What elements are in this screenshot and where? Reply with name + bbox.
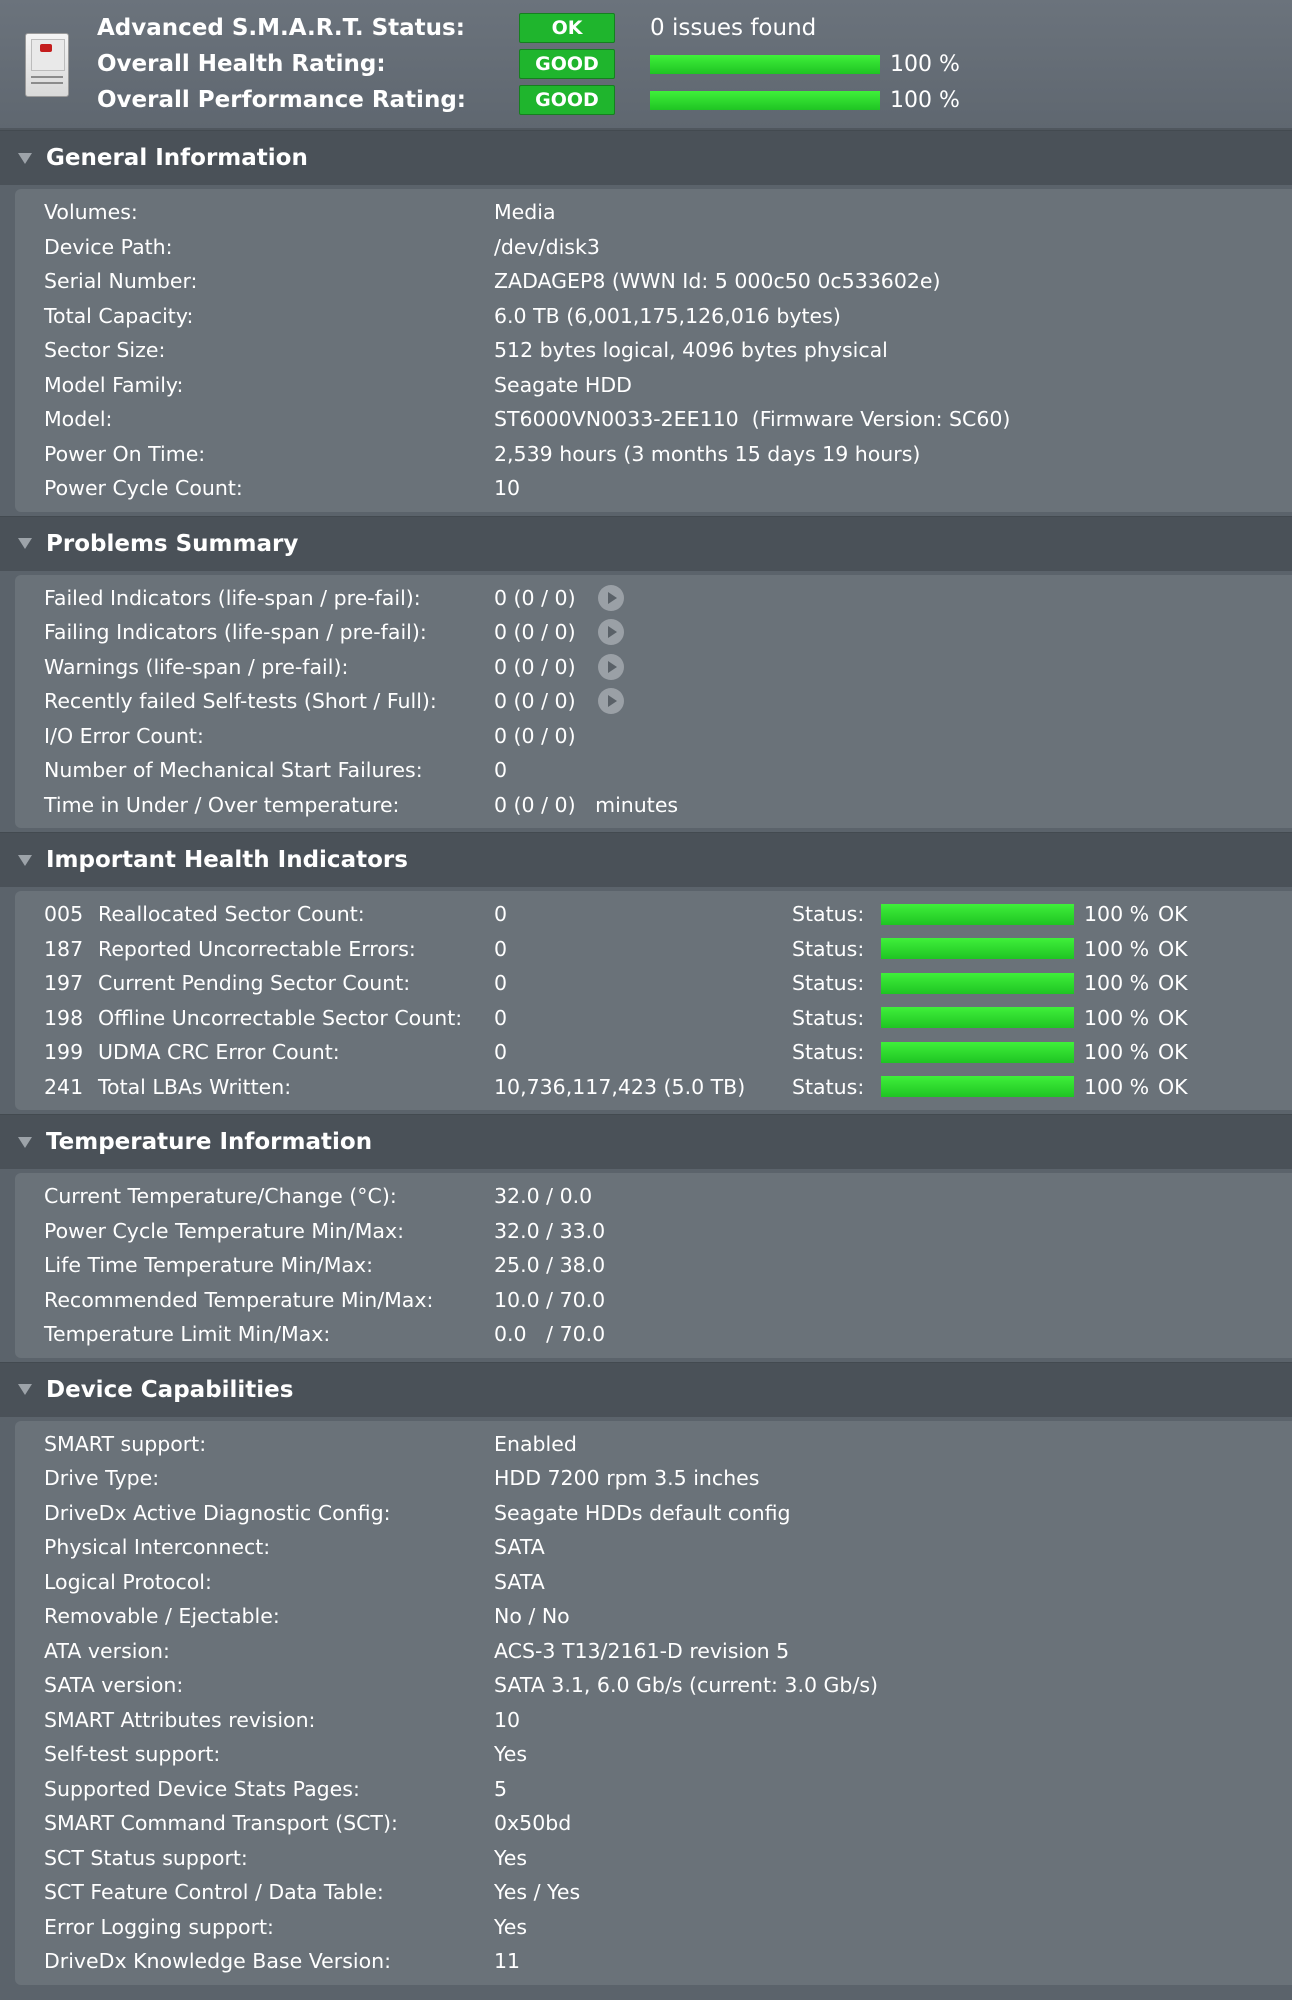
problem-key: Failing Indicators (life-span / pre-fail): — [44, 620, 427, 645]
attribute-name: Reported Uncorrectable Errors: — [98, 936, 416, 961]
attribute-value: 0 — [494, 971, 508, 996]
info-row — [15, 402, 1292, 437]
attribute-name: UDMA CRC Error Count: — [98, 1040, 340, 1065]
capability-value: 11 — [494, 1949, 521, 1974]
details-arrow-icon[interactable] — [598, 619, 624, 645]
health-indicator-row — [15, 966, 1292, 1001]
capability-key: Physical Interconnect: — [44, 1535, 271, 1560]
info-key: Device Path: — [44, 234, 173, 259]
temperature-value: 32.0 / 33.0 — [494, 1218, 606, 1243]
capability-row — [15, 1565, 1292, 1600]
capability-value: Yes / Yes — [494, 1880, 581, 1905]
info-value: 6.0 TB (6,001,175,126,016 bytes) — [494, 303, 841, 328]
section-title: Important Health Indicators — [46, 847, 408, 873]
capability-value: ACS-3 T13/2161-D revision 5 — [494, 1638, 790, 1663]
capability-value: 0x50bd — [494, 1811, 572, 1836]
temperature-key: Power Cycle Temperature Min/Max: — [44, 1218, 404, 1243]
attribute-name: Current Pending Sector Count: — [98, 971, 411, 996]
capability-key: SMART Attributes revision: — [44, 1707, 316, 1732]
capability-value: Yes — [494, 1914, 528, 1939]
info-value: 512 bytes logical, 4096 bytes physical — [494, 338, 888, 363]
info-key: Volumes: — [44, 200, 138, 225]
info-key: Model: — [44, 407, 113, 432]
disclosure-triangle-icon[interactable] — [18, 153, 32, 164]
status-label: Status: — [792, 1040, 865, 1065]
capability-value: HDD 7200 rpm 3.5 inches — [494, 1466, 760, 1491]
capability-row — [15, 1703, 1292, 1738]
status-state: OK — [1158, 1040, 1188, 1065]
health-rating-bar-fill — [650, 55, 880, 74]
health-indicator-row — [15, 1070, 1292, 1105]
attribute-value: 0 — [494, 902, 508, 927]
info-value: 2,539 hours (3 months 15 days 19 hours) — [494, 441, 921, 466]
info-value: Media — [494, 200, 556, 225]
temperature-value: 10.0 / 70.0 — [494, 1287, 606, 1312]
capability-row — [15, 1496, 1292, 1531]
attribute-id: 187 — [44, 936, 84, 961]
section-header-general[interactable] — [0, 130, 1292, 185]
temperature-key: Current Temperature/Change (°C): — [44, 1184, 397, 1209]
status-label: Status: — [792, 1005, 865, 1030]
section-title: General Information — [46, 145, 308, 171]
problem-key: Number of Mechanical Start Failures: — [44, 758, 423, 783]
status-bar — [881, 938, 1074, 959]
problem-row — [15, 615, 1292, 650]
problem-value: 0 (0 / 0) — [494, 723, 576, 748]
capability-value: SATA 3.1, 6.0 Gb/s (current: 3.0 Gb/s) — [494, 1673, 879, 1698]
capability-value: 10 — [494, 1707, 521, 1732]
temperature-key: Recommended Temperature Min/Max: — [44, 1287, 434, 1312]
status-bar-fill — [881, 904, 1074, 925]
health-indicator-row — [15, 932, 1292, 967]
status-bar — [881, 973, 1074, 994]
capability-key: SATA version: — [44, 1673, 184, 1698]
capability-value: Enabled — [494, 1431, 577, 1456]
info-row — [15, 437, 1292, 472]
attribute-id: 199 — [44, 1040, 84, 1065]
disclosure-triangle-icon[interactable] — [18, 1384, 32, 1395]
temperature-key: Life Time Temperature Min/Max: — [44, 1253, 374, 1278]
info-row — [15, 264, 1292, 299]
capability-key: Error Logging support: — [44, 1914, 274, 1939]
capability-row — [15, 1875, 1292, 1910]
status-bar-fill — [881, 1042, 1074, 1063]
smart-status-row — [97, 10, 816, 46]
section-title: Problems Summary — [46, 530, 299, 557]
health-indicator-row — [15, 1001, 1292, 1036]
temperature-value: 25.0 / 38.0 — [494, 1253, 606, 1278]
temperature-row — [15, 1317, 1292, 1352]
capability-key: Removable / Ejectable: — [44, 1604, 280, 1629]
attribute-id: 241 — [44, 1074, 84, 1099]
problem-row — [15, 581, 1292, 616]
capability-value: SATA — [494, 1535, 545, 1560]
capability-row — [15, 1772, 1292, 1807]
performance-rating-bar — [650, 91, 880, 110]
info-row — [15, 230, 1292, 265]
info-key: Power Cycle Count: — [44, 476, 243, 501]
info-value: /dev/disk3 — [494, 234, 600, 259]
problem-value: 0 (0 / 0) — [494, 620, 576, 645]
status-label: Status: — [792, 1074, 865, 1099]
capability-row — [15, 1841, 1292, 1876]
info-value: ZADAGEP8 (WWN Id: 5 000c50 0c533602e) — [494, 269, 941, 294]
info-value: Seagate HDD — [494, 372, 632, 397]
status-bar — [881, 904, 1074, 925]
capability-key: DriveDx Knowledge Base Version: — [44, 1949, 392, 1974]
capability-key: ATA version: — [44, 1638, 170, 1663]
capability-key: Logical Protocol: — [44, 1569, 212, 1594]
problem-value: 0 (0 / 0) — [494, 585, 576, 610]
section-header-capabilities[interactable] — [0, 1362, 1292, 1417]
info-row — [15, 333, 1292, 368]
health-rating-percent: 100 % — [890, 51, 960, 77]
disclosure-triangle-icon[interactable] — [18, 538, 32, 549]
status-percent: 100 % — [1084, 1074, 1150, 1099]
temperature-row — [15, 1283, 1292, 1318]
status-percent: 100 % — [1084, 971, 1150, 996]
attribute-value: 10,736,117,423 (5.0 TB) — [494, 1074, 746, 1099]
problem-value: 0 — [494, 758, 508, 783]
smart-status-badge: OK — [519, 13, 615, 43]
health-indicators-panel — [15, 891, 1292, 1110]
temperature-row — [15, 1214, 1292, 1249]
capability-row — [15, 1806, 1292, 1841]
capability-row — [15, 1427, 1292, 1462]
status-state: OK — [1158, 936, 1188, 961]
problem-value: 0 (0 / 0) minutes — [494, 792, 679, 817]
capability-value: SATA — [494, 1569, 545, 1594]
status-percent: 100 % — [1084, 936, 1150, 961]
info-row — [15, 195, 1292, 230]
capability-value: 5 — [494, 1776, 508, 1801]
performance-rating-row — [97, 82, 960, 118]
disclosure-triangle-icon[interactable] — [18, 855, 32, 866]
details-arrow-icon[interactable] — [598, 688, 624, 714]
health-rating-label: Overall Health Rating: — [97, 51, 386, 77]
performance-rating-bar-fill — [650, 91, 880, 110]
general-info-panel — [15, 189, 1292, 512]
problem-key: Recently failed Self-tests (Short / Full): — [44, 689, 437, 714]
status-bar — [881, 1042, 1074, 1063]
info-row — [15, 368, 1292, 403]
status-state: OK — [1158, 971, 1188, 996]
performance-rating-percent: 100 % — [890, 87, 960, 113]
status-bar-fill — [881, 938, 1074, 959]
capability-row — [15, 1910, 1292, 1945]
info-key: Model Family: — [44, 372, 184, 397]
health-rating-badge: GOOD — [519, 49, 615, 79]
temperature-row — [15, 1248, 1292, 1283]
attribute-value: 0 — [494, 1005, 508, 1030]
capability-value: Yes — [494, 1845, 528, 1870]
problem-value: 0 (0 / 0) — [494, 689, 576, 714]
status-bar-fill — [881, 1076, 1074, 1097]
status-label: Status: — [792, 902, 865, 927]
performance-rating-badge: GOOD — [519, 85, 615, 115]
attribute-name: Offline Uncorrectable Sector Count: — [98, 1005, 463, 1030]
status-label: Status: — [792, 971, 865, 996]
status-bar — [881, 1007, 1074, 1028]
problem-row — [15, 650, 1292, 685]
status-header — [0, 0, 1292, 130]
info-value: 10 — [494, 476, 521, 501]
health-indicator-row — [15, 1035, 1292, 1070]
capability-row — [15, 1737, 1292, 1772]
status-state: OK — [1158, 902, 1188, 927]
problem-value: 0 (0 / 0) — [494, 654, 576, 679]
status-bar-fill — [881, 973, 1074, 994]
status-bar-fill — [881, 1007, 1074, 1028]
details-arrow-icon[interactable] — [598, 585, 624, 611]
disclosure-triangle-icon[interactable] — [18, 1137, 32, 1148]
capabilities-panel — [15, 1421, 1292, 1985]
problems-summary-panel — [15, 575, 1292, 829]
capability-value: Yes — [494, 1742, 528, 1767]
status-label: Status: — [792, 936, 865, 961]
capability-row — [15, 1599, 1292, 1634]
attribute-id: 198 — [44, 1005, 84, 1030]
attribute-name: Reallocated Sector Count: — [98, 902, 365, 927]
temperature-row — [15, 1179, 1292, 1214]
temperature-value: 32.0 / 0.0 — [494, 1184, 593, 1209]
capability-value: Seagate HDDs default config — [494, 1500, 791, 1525]
problem-key: Warnings (life-span / pre-fail): — [44, 654, 349, 679]
status-state: OK — [1158, 1074, 1188, 1099]
problem-key: Failed Indicators (life-span / pre-fail): — [44, 585, 421, 610]
capability-key: SCT Feature Control / Data Table: — [44, 1880, 384, 1905]
status-percent: 100 % — [1084, 1005, 1150, 1030]
problem-key: I/O Error Count: — [44, 723, 204, 748]
status-percent: 100 % — [1084, 902, 1150, 927]
problem-row — [15, 788, 1292, 823]
capability-key: DriveDx Active Diagnostic Config: — [44, 1500, 391, 1525]
capability-row — [15, 1944, 1292, 1979]
attribute-value: 0 — [494, 1040, 508, 1065]
info-key: Power On Time: — [44, 441, 206, 466]
info-key: Sector Size: — [44, 338, 166, 363]
temperature-value: 0.0 / 70.0 — [494, 1322, 606, 1347]
temperature-panel — [15, 1173, 1292, 1358]
attribute-id: 005 — [44, 902, 84, 927]
info-key: Total Capacity: — [44, 303, 194, 328]
attribute-name: Total LBAs Written: — [98, 1074, 292, 1099]
capability-key: SMART Command Transport (SCT): — [44, 1811, 398, 1836]
capability-row — [15, 1530, 1292, 1565]
details-arrow-icon[interactable] — [598, 654, 624, 680]
performance-rating-label: Overall Performance Rating: — [97, 87, 466, 113]
health-rating-bar — [650, 55, 880, 74]
attribute-id: 197 — [44, 971, 84, 996]
capability-key: SCT Status support: — [44, 1845, 248, 1870]
problem-key: Time in Under / Over temperature: — [44, 792, 400, 817]
problem-row — [15, 684, 1292, 719]
smart-status-label: Advanced S.M.A.R.T. Status: — [97, 15, 465, 41]
problem-row — [15, 719, 1292, 754]
info-key: Serial Number: — [44, 269, 198, 294]
capability-value: No / No — [494, 1604, 570, 1629]
capability-key: SMART support: — [44, 1431, 207, 1456]
capability-row — [15, 1461, 1292, 1496]
section-header-health[interactable] — [0, 832, 1292, 887]
section-header-problems[interactable] — [0, 516, 1292, 571]
section-header-temperature[interactable] — [0, 1114, 1292, 1169]
info-value: ST6000VN0033-2EE110 (Firmware Version: SC60) — [494, 407, 1011, 432]
capability-row — [15, 1668, 1292, 1703]
capability-key: Drive Type: — [44, 1466, 160, 1491]
status-percent: 100 % — [1084, 1040, 1150, 1065]
capability-row — [15, 1634, 1292, 1669]
problem-row — [15, 753, 1292, 788]
section-title: Device Capabilities — [46, 1376, 294, 1403]
hard-drive-icon — [25, 33, 69, 97]
attribute-value: 0 — [494, 936, 508, 961]
temperature-key: Temperature Limit Min/Max: — [44, 1322, 331, 1347]
status-state: OK — [1158, 1005, 1188, 1030]
status-bar — [881, 1076, 1074, 1097]
capability-key: Self-test support: — [44, 1742, 221, 1767]
health-rating-row — [97, 46, 960, 82]
info-row — [15, 299, 1292, 334]
smart-issues-text: 0 issues found — [650, 15, 817, 41]
info-row — [15, 471, 1292, 506]
section-title: Temperature Information — [46, 1129, 373, 1155]
health-indicator-row — [15, 897, 1292, 932]
capability-key: Supported Device Stats Pages: — [44, 1776, 360, 1801]
